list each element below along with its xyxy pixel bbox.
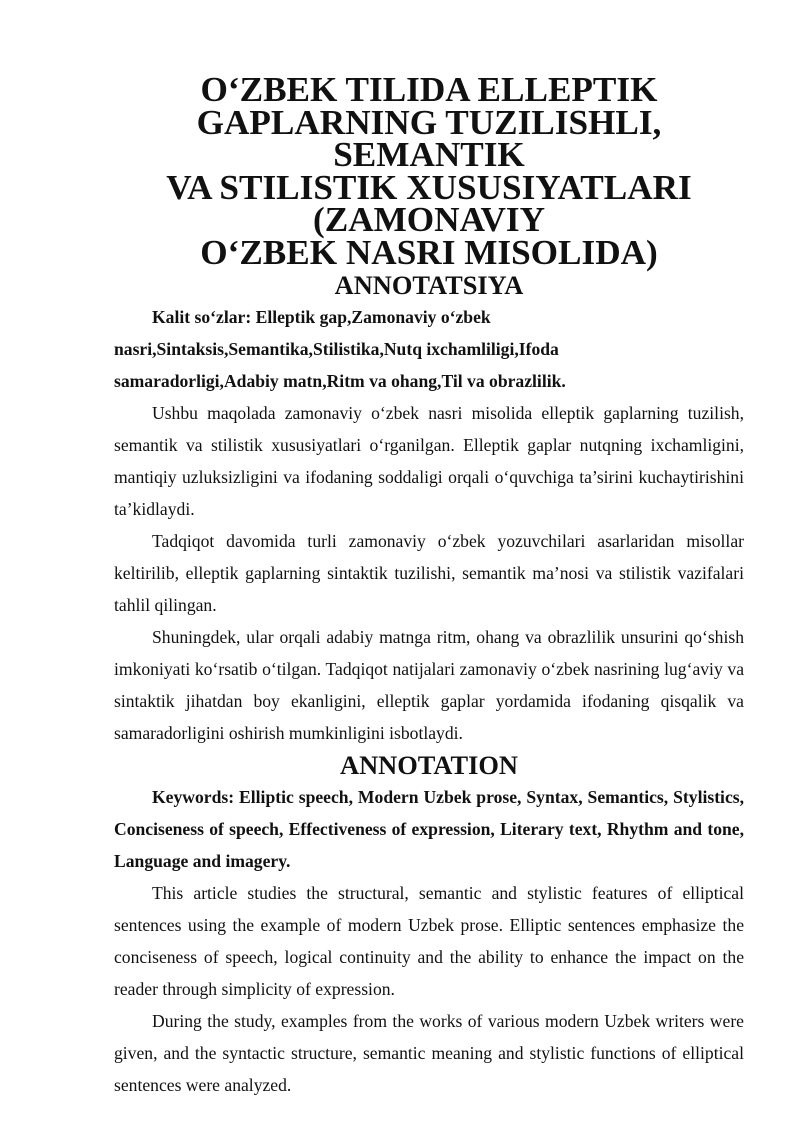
uzbek-keywords-line-1: Kalit so‘zlar: Elleptik gap,Zamonaviy o‘zbek [152,307,491,327]
english-paragraph-1: This article studies the structural, semantic and stylistic features of elliptical sentences using the example of modern Uzbek prose. Elliptic sentences emphasize the conciseness of speech, logical continuity and the ability to enhance the impact on the reader through simplicity of expression. [114,883,744,999]
english-abstract-heading: ANNOTATION [340,750,518,780]
title-line-3: O‘ZBEK NASRI MISOLIDA) [200,232,658,272]
english-paragraph-2: During the study, examples from the works of various modern Uzbek writers were given, and the syntactic structure, semantic meaning and stylistic functions of elliptical sentences were analyzed. [114,1011,744,1095]
paper-title [114,70,744,272]
english-abstract [114,749,744,1101]
uzbek-keywords-line-2: nasri,Sintaksis,Semantika,Stilistika,Nutq ixchamliligi,Ifoda [114,339,559,359]
document-page [114,70,744,1101]
uzbek-paragraph-3: Shuningdek, ular orqali adabiy matnga ritm, ohang va obrazlilik unsurini qo‘shish imkoniyati ko‘rsatib o‘tilgan. Tadqiqot natijalari zamonaviy o‘zbek nasrining lug‘aviy va sintaktik jihatdan boy ekanligini, elleptik gaplar yordamida ifodaning qisqalik va samaradorligini oshirish mumkinligini isbotlaydi. [114,627,744,743]
title-line-1: O‘ZBEK TILIDA ELLEPTIK GAPLARNING TUZILISHLI, SEMANTIK [196,70,662,174]
english-keywords: Keywords: Elliptic speech, Modern Uzbek prose, Syntax, Semantics, Stylistics, Conciseness of speech, Effectiveness of expression, Literary text, Rhythm and tone, Language and imagery. [114,787,744,871]
uzbek-abstract-heading: ANNOTATSIYA [334,270,524,300]
uzbek-keywords-line-3: samaradorligi,Adabiy matn,Ritm va ohang,Til va obrazlilik. [114,371,566,391]
title-line-2: VA STILISTIK XUSUSIYATLARI (ZAMONAVIY [166,167,692,239]
uzbek-paragraph-2: Tadqiqot davomida turli zamonaviy o‘zbek yozuvchilari asarlaridan misollar keltirilib, elleptik gaplarning sintaktik tuzilishi, semantik ma’nosi va stilistik vazifalari tahlil qilingan. [114,531,744,615]
uzbek-keywords [114,301,744,397]
uzbek-abstract [114,269,744,749]
uzbek-paragraph-1: Ushbu maqolada zamonaviy o‘zbek nasri misolida elleptik gaplarning tuzilish, semantik va stilistik xususiyatlari o‘rganilgan. Elleptik gaplar nutqning ixchamligini, mantiqiy uzluksizligini va ifodaning soddaligi orqali o‘quvchiga ta’sirini kuchaytirishini ta’kidlaydi. [114,403,744,519]
